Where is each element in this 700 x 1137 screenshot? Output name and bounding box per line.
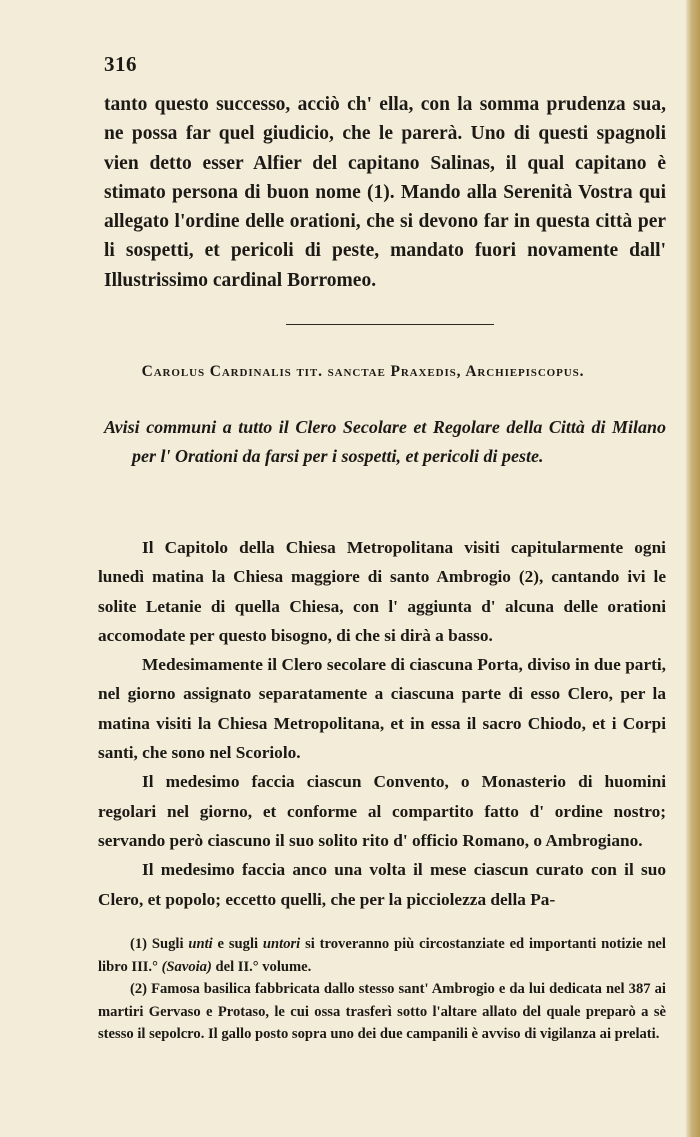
page-number: 316 bbox=[104, 52, 137, 76]
body-paragraph: Il medesimo faccia anco una volta il mese ciascun curato con il suo Clero, et popolo; eccetto quelli, che per la picciolezza della Pa- bbox=[98, 860, 666, 909]
continuation-text bbox=[104, 90, 666, 295]
decree-heading: Carolus Cardinalis tit. sanctae Praxedis, Archiepiscopus. bbox=[141, 363, 585, 380]
decree-subtitle bbox=[104, 413, 666, 471]
continuation-paragraph: tanto questo successo, acciò ch' ella, con la somma prudenza sua, ne possa far quel giudicio, che le parerà. Uno di questi spagnoli vien detto esser Alfier del capitano Salinas, il qual capitano è stimato persona di buon nome (1). Mando alla Serenità Vostra qui allegato l'ordine delle orationi, che si devono far in questa città per li sospetti, et pericoli di peste, mandato fuori novamente dall' Illustrissimo cardinal Borromeo. bbox=[104, 94, 666, 291]
section-divider bbox=[286, 324, 494, 325]
body-paragraph: Il Capitolo della Chiesa Metropolitana visiti capitularmente ogni lunedì matina la Chiesa maggiore di santo Ambrogio (2), cantando ivi le solite Letanie di quella Chiesa, con l' aggiunta d' alcuna delle orationi accomodate per questo bisogno, di che si dirà a basso. bbox=[98, 538, 666, 645]
decree-body bbox=[98, 533, 666, 914]
page-edge bbox=[686, 0, 700, 1137]
body-paragraph: Medesimamente il Clero secolare di ciascuna Porta, diviso in due parti, nel giorno assignato separatamente a ciascuna parte di esso Clero, per la matina visiti la Chiesa Metropolitana, et in essa il sacro Chiodo, et i Corpi santi, che sono nel Scoriolo. bbox=[98, 655, 666, 763]
footnote-2: (2) Famosa basilica fabbricata dallo stesso sant' Ambrogio e da lui dedicata nel 387 ai martiri Gervaso e Protaso, le cui ossa trasferì sotto l'altare allato del quale preparò a sè stesso il sepolcro. Il gallo posto sopra uno dei due campanili è avviso di vigilanza ai prelati. bbox=[98, 981, 666, 1042]
decree-subtitle-text: Avisi communi a tutto il Clero Secolare et Regolare della Città di Milano per l' Orationi da farsi per i sospetti, et pericoli di peste. bbox=[104, 417, 666, 466]
body-paragraph: Il medesimo faccia ciascun Convento, o Monasterio di huomini regolari nel giorno, et conforme al compartito fatto d' ordine nostro; servando però ciascuno il suo solito rito d' officio Romano, o Ambrogiano. bbox=[98, 772, 666, 850]
footnotes bbox=[98, 933, 666, 1046]
footnote-1: (1) Sugli unti e sugli untori si troveranno più circostanziate ed importanti notizie nel libro III.° (Savoia) del II.° volume. bbox=[98, 936, 666, 975]
